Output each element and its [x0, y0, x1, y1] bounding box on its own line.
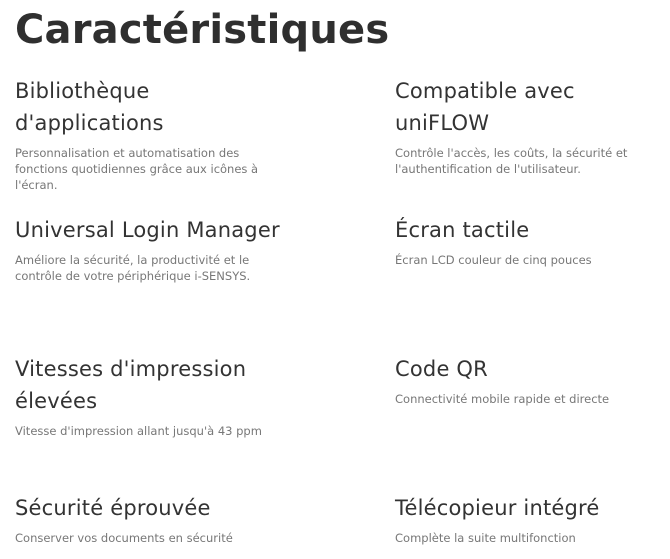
feature-description: Contrôle l'accès, les coûts, la sécurité et l'authentification de l'utilisateur.	[395, 146, 628, 176]
feature-security	[15, 492, 285, 546]
feature-title: Écran tactile	[395, 218, 530, 242]
feature-description: Améliore la sécurité, la productivité et le contrôle de votre périphérique i-SENSYS.	[15, 253, 251, 283]
feature-description: Connectivité mobile rapide et directe	[395, 392, 610, 406]
feature-description: Écran LCD couleur de cinq pouces	[395, 253, 592, 267]
feature-qr-code	[395, 353, 660, 407]
feature-title: Compatible avec uniFLOW	[395, 79, 575, 135]
feature-app-library	[15, 75, 285, 193]
feature-title: Vitesses d'impression élevées	[15, 357, 247, 413]
page-title: Caractéristiques	[15, 7, 390, 53]
feature-title: Code QR	[395, 357, 488, 381]
feature-universal-login-manager	[15, 214, 285, 284]
feature-print-speed	[15, 353, 285, 439]
feature-title: Télécopieur intégré	[395, 496, 600, 520]
feature-uniflow	[395, 75, 660, 177]
feature-description: Vitesse d'impression allant jusqu'à 43 ppm	[15, 424, 262, 438]
feature-title: Sécurité éprouvée	[15, 496, 211, 520]
feature-description: Conserver vos documents en sécurité	[15, 531, 233, 545]
feature-description: Personnalisation et automatisation des fonctions quotidiennes grâce aux icônes à l'écran.	[15, 146, 259, 192]
feature-title: Bibliothèque d'applications	[15, 79, 164, 135]
feature-fax	[395, 492, 660, 546]
feature-title: Universal Login Manager	[15, 218, 280, 242]
feature-touchscreen	[395, 214, 660, 268]
feature-description: Complète la suite multifonction	[395, 531, 576, 545]
